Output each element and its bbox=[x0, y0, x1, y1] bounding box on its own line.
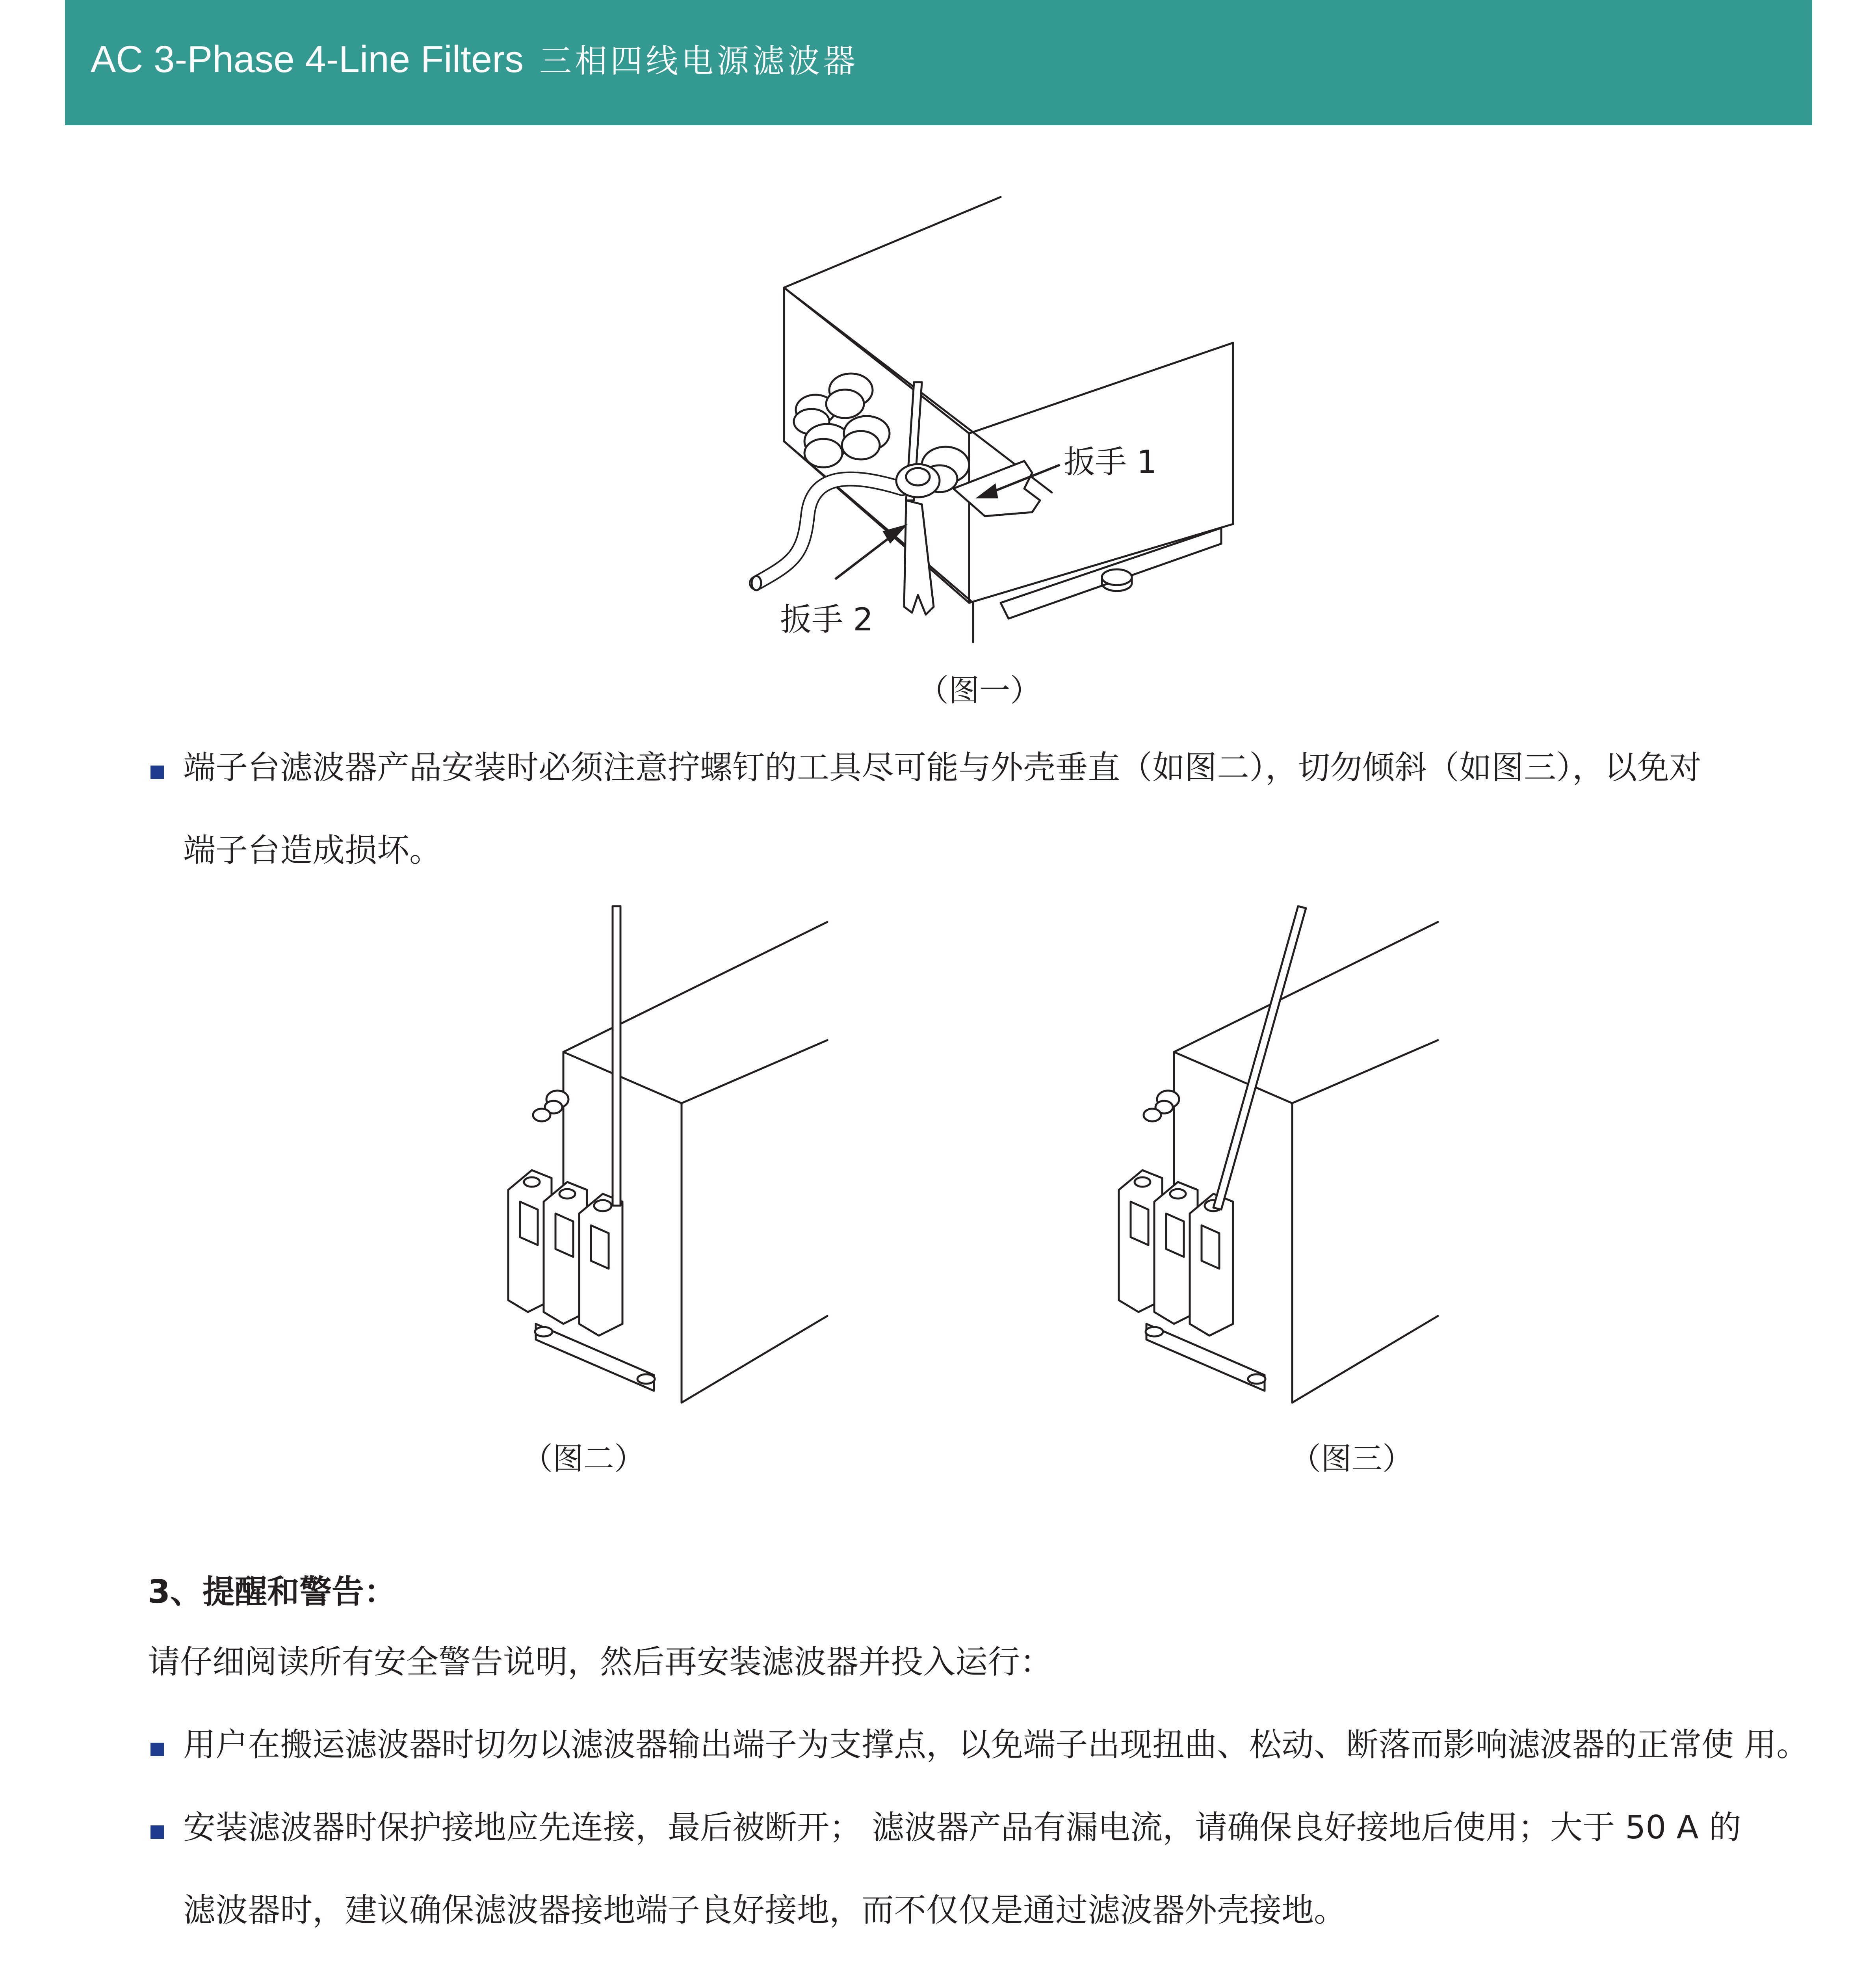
figure-1-callouts bbox=[749, 189, 1261, 642]
header-title-zh: 三相四线电源滤波器 bbox=[539, 43, 859, 79]
figure-3-drawing bbox=[1115, 906, 1446, 1403]
intro-bullet-line2: 端子台造成损坏。 bbox=[183, 832, 442, 869]
header-bar bbox=[65, 0, 1812, 125]
intro-bullet-line1: 端子台滤波器产品安装时必须注意拧螺钉的工具尽可能与外壳垂直（如图二），切勿倾斜（如图三），以免对 bbox=[183, 749, 1702, 786]
section-3-title: 3、提醒和警告： bbox=[148, 1573, 397, 1611]
warning-2-line2: 滤波器时，建议确保滤波器接地端子良好接地，而不仅仅是通过滤波器外壳接地。 bbox=[183, 1892, 1347, 1929]
figure-2 bbox=[504, 906, 835, 1403]
warning-2-line1: 安装滤波器时保护接地应先连接，最后被断开； 滤波器产品有漏电流，请确保良好接地后使用；大于 50 A 的 bbox=[183, 1809, 1741, 1846]
wrench-2-label: 扳手 2 bbox=[780, 601, 873, 638]
figure-3-caption: （图三） bbox=[1290, 1441, 1414, 1477]
header-title-en: AC 3-Phase 4-Line Filters bbox=[91, 38, 524, 80]
figure-1 bbox=[749, 189, 1261, 642]
wrench-1-label: 扳手 1 bbox=[1064, 444, 1157, 480]
bullet-marker bbox=[150, 1743, 164, 1756]
warning-1-line1: 用户在搬运滤波器时切勿以滤波器输出端子为支撑点，以免端子出现扭曲、松动、断落而影响滤波器的正常使 用。 bbox=[183, 1726, 1809, 1764]
header-title bbox=[91, 35, 858, 82]
figure-2-drawing bbox=[504, 906, 835, 1403]
figure-2-caption: （图二） bbox=[522, 1441, 645, 1477]
figure-3 bbox=[1115, 906, 1446, 1403]
bullet-marker bbox=[150, 1825, 164, 1839]
section-3-intro: 请仔细阅读所有安全警告说明，然后再安装滤波器并投入运行： bbox=[148, 1643, 1053, 1681]
bullet-marker bbox=[150, 766, 164, 779]
figure-1-caption: （图一） bbox=[918, 673, 1041, 708]
